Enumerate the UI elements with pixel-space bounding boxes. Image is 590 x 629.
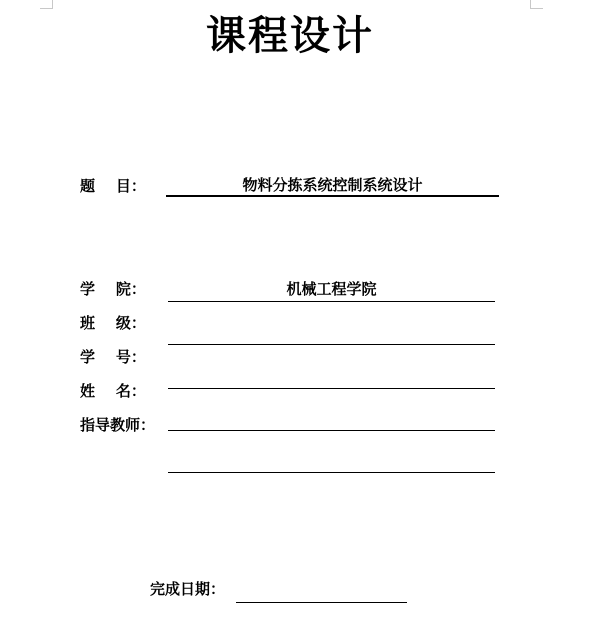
- class-underline: [168, 344, 495, 345]
- student-id-underline: [168, 388, 495, 389]
- name-label: 姓 名：: [80, 382, 146, 400]
- college-underline: [168, 301, 495, 302]
- completion-date-underline: [236, 602, 407, 603]
- topic-value[interactable]: 物料分拣系统控制系统设计: [242, 176, 423, 194]
- class-label: 班 级：: [80, 314, 146, 332]
- page-corner-mark-left: [40, 0, 53, 9]
- advisor-underline: [168, 472, 495, 473]
- topic-label: 题 目：: [80, 177, 146, 195]
- topic-underline: [166, 195, 499, 197]
- advisor-label: 指导教师：: [80, 416, 156, 434]
- page-corner-mark-right: [530, 0, 543, 9]
- name-underline: [168, 430, 495, 431]
- college-label: 学 院：: [80, 280, 146, 298]
- completion-date-label: 完成日期：: [150, 580, 226, 598]
- document-title: 课程设计: [206, 12, 374, 59]
- student-id-label: 学 号：: [80, 348, 146, 366]
- college-value[interactable]: 机械工程学院: [286, 280, 377, 298]
